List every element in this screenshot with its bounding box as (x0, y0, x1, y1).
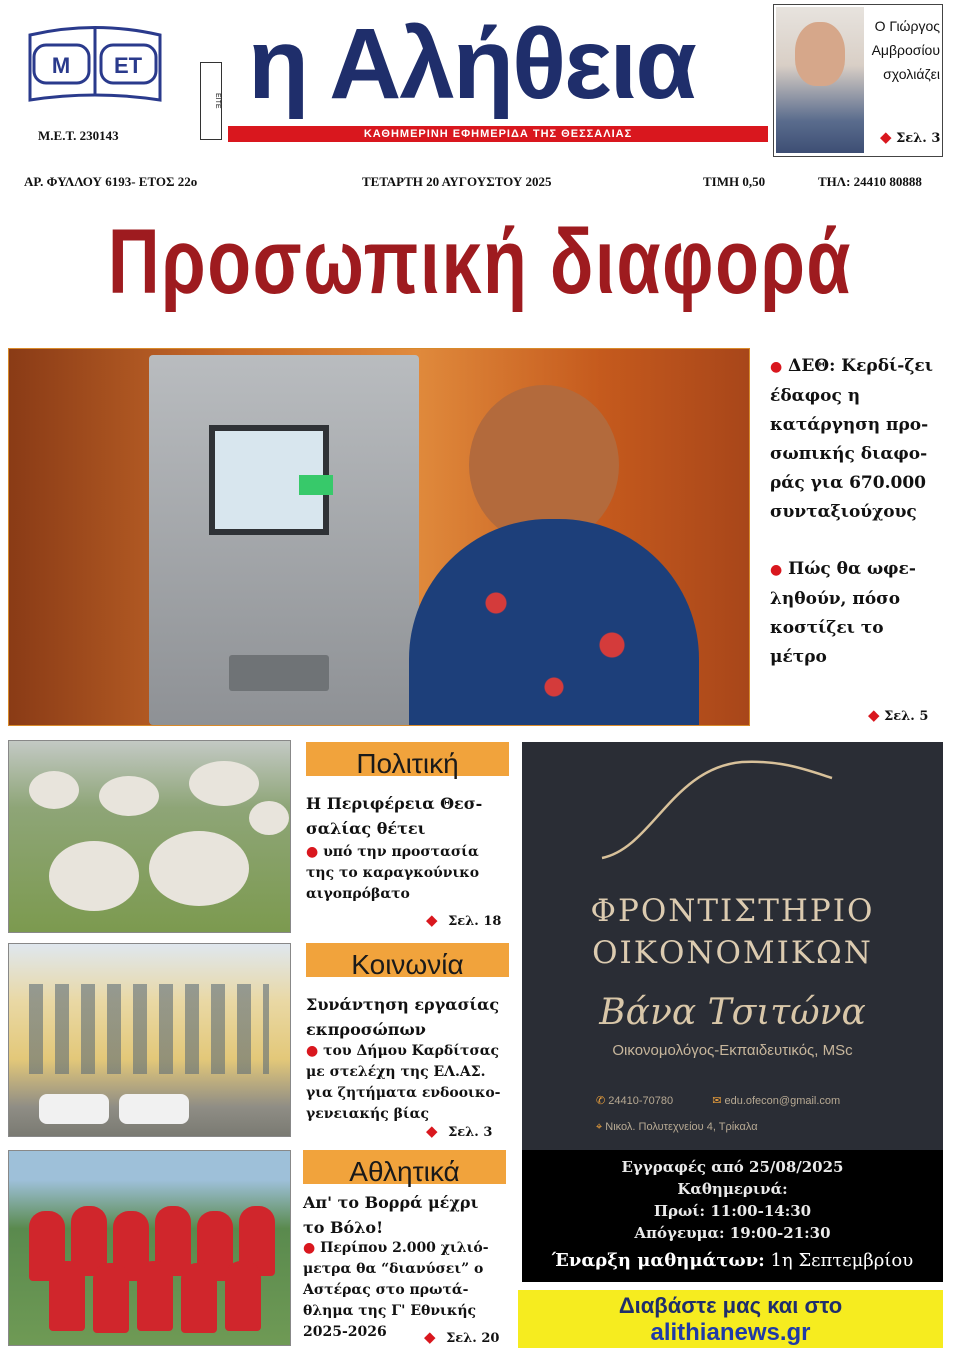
columnist-face (795, 22, 845, 86)
ad-title-line1: ΦΡΟΝΤΙΣΤΗΡΙΟ (590, 893, 875, 929)
bullet-icon: ● (306, 844, 319, 860)
story-politics-page: Σελ. 18 (448, 914, 502, 929)
web-url[interactable]: alithianews.gr (650, 1319, 811, 1346)
press-badge: ΕΙΤΕ (200, 62, 222, 140)
team-photo[interactable] (8, 1150, 291, 1346)
lead-photo[interactable] (8, 348, 750, 726)
ad-tutor-role: Οικονομολόγος-Εκπαιδευτικός, MSc (612, 1042, 853, 1059)
story-politics-body (306, 842, 506, 905)
lead-teaser-2-text: Πώς θα ωφε-ληθούν, πόσο κοστίζει το μέτρο (770, 559, 916, 667)
main-headline[interactable]: Προσωπική διαφορά (107, 211, 853, 313)
diamond-icon: ◆ (426, 911, 438, 929)
ad-tutor-name: Βάνα Τσιτώνα (599, 992, 866, 1033)
building-windows (29, 984, 269, 1074)
story-society-title[interactable]: Συνάντηση εργασίας εκπροσώπων (306, 995, 500, 1039)
ad-start-date: 1η Σεπτεμβρίου (770, 1250, 914, 1271)
story-society-body (306, 1041, 506, 1125)
story-society-page: Σελ. 3 (448, 1125, 493, 1140)
building-photo[interactable] (8, 943, 291, 1137)
diamond-icon: ◆ (424, 1328, 436, 1346)
story-sports-page: Σελ. 20 (446, 1331, 500, 1346)
ad-schedule (522, 1156, 943, 1244)
story-politics-page-ref[interactable] (426, 911, 501, 929)
diamond-icon: ◆ (426, 1122, 438, 1140)
issue-number: ΑΡ. ΦΥΛΛΟΥ 6193- ΕΤΟΣ 22ο (24, 174, 198, 189)
atm-keypad (229, 655, 329, 691)
sheep-photo[interactable] (8, 740, 291, 933)
ad-daily: Καθημερινά: (677, 1180, 788, 1198)
mail-icon: ✉ (712, 1095, 722, 1107)
section-society[interactable]: Κοινωνία (306, 943, 509, 977)
commentary-page-ref[interactable] (880, 128, 940, 146)
ad-swoosh-icon (592, 748, 852, 868)
story-sports-title[interactable]: Απ' το Βορρά μέχρι το Βόλο! (303, 1193, 479, 1237)
tutoring-ad[interactable] (522, 742, 943, 1282)
diamond-icon: ◆ (868, 706, 880, 724)
met-logo-right: ΕΤ (113, 53, 143, 78)
story-society-page-ref[interactable] (426, 1122, 492, 1140)
card-slot (299, 475, 333, 495)
met-logo (20, 20, 170, 120)
section-politics[interactable]: Πολιτική (306, 742, 509, 776)
commentary-author (868, 14, 940, 86)
ad-start (522, 1250, 943, 1271)
lead-teaser-2[interactable] (770, 555, 942, 672)
commentary-author-line1: Ο Γιώργος (874, 18, 940, 34)
section-sports[interactable]: Αθλητικά (303, 1150, 506, 1184)
ad-address: Νικολ. Πολυτεχνείου 4, Τρίκαλα (605, 1121, 758, 1133)
lead-teaser-1[interactable] (770, 352, 942, 527)
ad-contacts (596, 1088, 936, 1140)
ad-start-label: Έναρξη μαθημάτων: (551, 1250, 765, 1271)
contact-phone: ΤΗΛ: 24410 80888 (818, 174, 922, 189)
commentary-author-line2: Αμβροσίου (871, 42, 940, 58)
bullet-icon: ● (306, 1043, 319, 1059)
phone-icon: ✆ (596, 1095, 606, 1107)
story-society-text: του Δήμου Καρδίτσας με στελέχη της ΕΛ.ΑΣ. για ζητήματα ενδοοικο-γενειακής βίας (306, 1043, 501, 1122)
ad-phone[interactable]: 24410-70780 (608, 1095, 674, 1107)
commentary-page: Σελ. 3 (896, 131, 941, 146)
police-car (119, 1094, 189, 1124)
masthead-tagline: ΚΑΘΗΜΕΡΙΝΗ ΕΦΗΜΕΡΙΔΑ ΤΗΣ ΘΕΣΣΑΛΙΑΣ (228, 126, 768, 142)
lead-teaser-1-text: ΔΕΘ: Κερδί-ζει έδαφος η κατάργηση προ-σωπικής διαφο-ράς για 670.000 συνταξιούχους (770, 356, 933, 522)
bullet-icon: ● (303, 1240, 316, 1256)
masthead-title[interactable]: η Αλήθεια (248, 8, 695, 120)
police-car (39, 1094, 109, 1124)
story-politics-title[interactable]: Η Περιφέρεια Θεσ-σαλίας θέτει (306, 794, 483, 838)
lead-page: Σελ. 5 (884, 709, 929, 724)
story-sports-page-ref[interactable] (424, 1328, 499, 1346)
story-sports-text: Περίπου 2.000 χιλιό-μετρα θα “διανύσει” ο Αστέρας στο πρωτά-θλημα της Γ' Εθνικής 2025-2026 (303, 1240, 489, 1340)
atm-machine (149, 355, 419, 725)
location-icon: ⌖ (596, 1121, 603, 1133)
lead-page-ref[interactable] (868, 706, 928, 724)
woman-figure (409, 519, 699, 726)
web-line1: Διαβάστε μας και στο (618, 1293, 843, 1318)
bullet-icon: ● (770, 359, 783, 375)
met-logo-left: Μ (51, 53, 71, 78)
diamond-icon: ◆ (880, 128, 892, 146)
ad-morning: Πρωί: 11:00-14:30 (653, 1202, 812, 1220)
ad-afternoon: Απόγευμα: 19:00-21:30 (634, 1224, 831, 1242)
ad-email[interactable]: edu.ofecon@gmail.com (724, 1095, 841, 1107)
ad-enroll: Εγγραφές από 25/08/2025 (621, 1158, 844, 1176)
ad-title (522, 890, 943, 974)
ad-title-line2: ΟΙΚΟΝΟΜΙΚΩΝ (592, 935, 873, 971)
story-politics-text: υπό την προστασία της το καραγκούνικο αιγοπρόβατο (306, 844, 480, 902)
met-number: Μ.Ε.Τ. 230143 (38, 128, 119, 143)
website-banner[interactable] (518, 1290, 943, 1348)
issue-price: ΤΙΜΗ 0,50 (703, 174, 766, 189)
commentary-author-line3: σχολιάζει (883, 66, 940, 82)
issue-date: ΤΕΤΑΡΤΗ 20 ΑΥΓΟΥΣΤΟΥ 2025 (362, 174, 552, 189)
bullet-icon: ● (770, 562, 783, 578)
